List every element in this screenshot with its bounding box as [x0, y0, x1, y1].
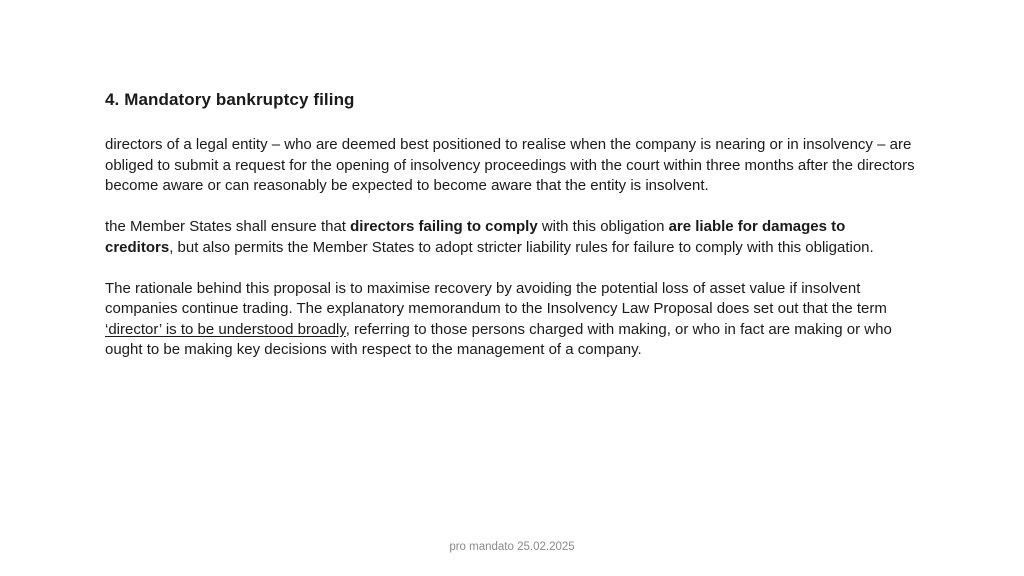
- paragraph-directors-obligation: directors of a legal entity – who are deemed best positioned to realise when the company is nearing or in insolvency – are obliged to submit a request for the opening of insolvency proceedings with the court within three months after the directors become aware or can reasonably be expected to become aware that the entity is insolvent.: [105, 136, 915, 194]
- paragraph-member-states-liability: [105, 217, 917, 258]
- paragraph2-bold-liable-for-damages: are liable for damages to creditors: [105, 218, 846, 256]
- paragraph2-bold-directors-failing: directors failing to comply: [350, 218, 538, 235]
- paragraph3-text-1: The rationale behind this proposal is to maximise recovery by avoiding the potential loss of asset value if insolvent companies continue trading. The explanatory memorandum to the Insolvency Law Proposal does set out that the term: [105, 279, 887, 317]
- paragraph2-text-3: , but also permits the Member States to adopt stricter liability rules for failure to comply with this obligation.: [169, 238, 874, 256]
- slide-heading: 4. Mandatory bankruptcy filing: [105, 90, 355, 109]
- paragraph3-text-2: , referring to those persons charged with making, or who in fact are making or who ought to be making key decisions with respect to the management of a company.: [105, 320, 892, 358]
- paragraph2-text-2: with this obligation: [537, 218, 669, 235]
- slide-body: [105, 135, 917, 381]
- paragraph-rationale: [105, 279, 917, 361]
- slide-footer: pro mandato 25.02.2025: [449, 541, 575, 553]
- paragraph3-underlined-director-broadly: ‘director’ is to be understood broadly: [105, 320, 346, 338]
- paragraph2-text-1: the Member States shall ensure that: [105, 218, 351, 235]
